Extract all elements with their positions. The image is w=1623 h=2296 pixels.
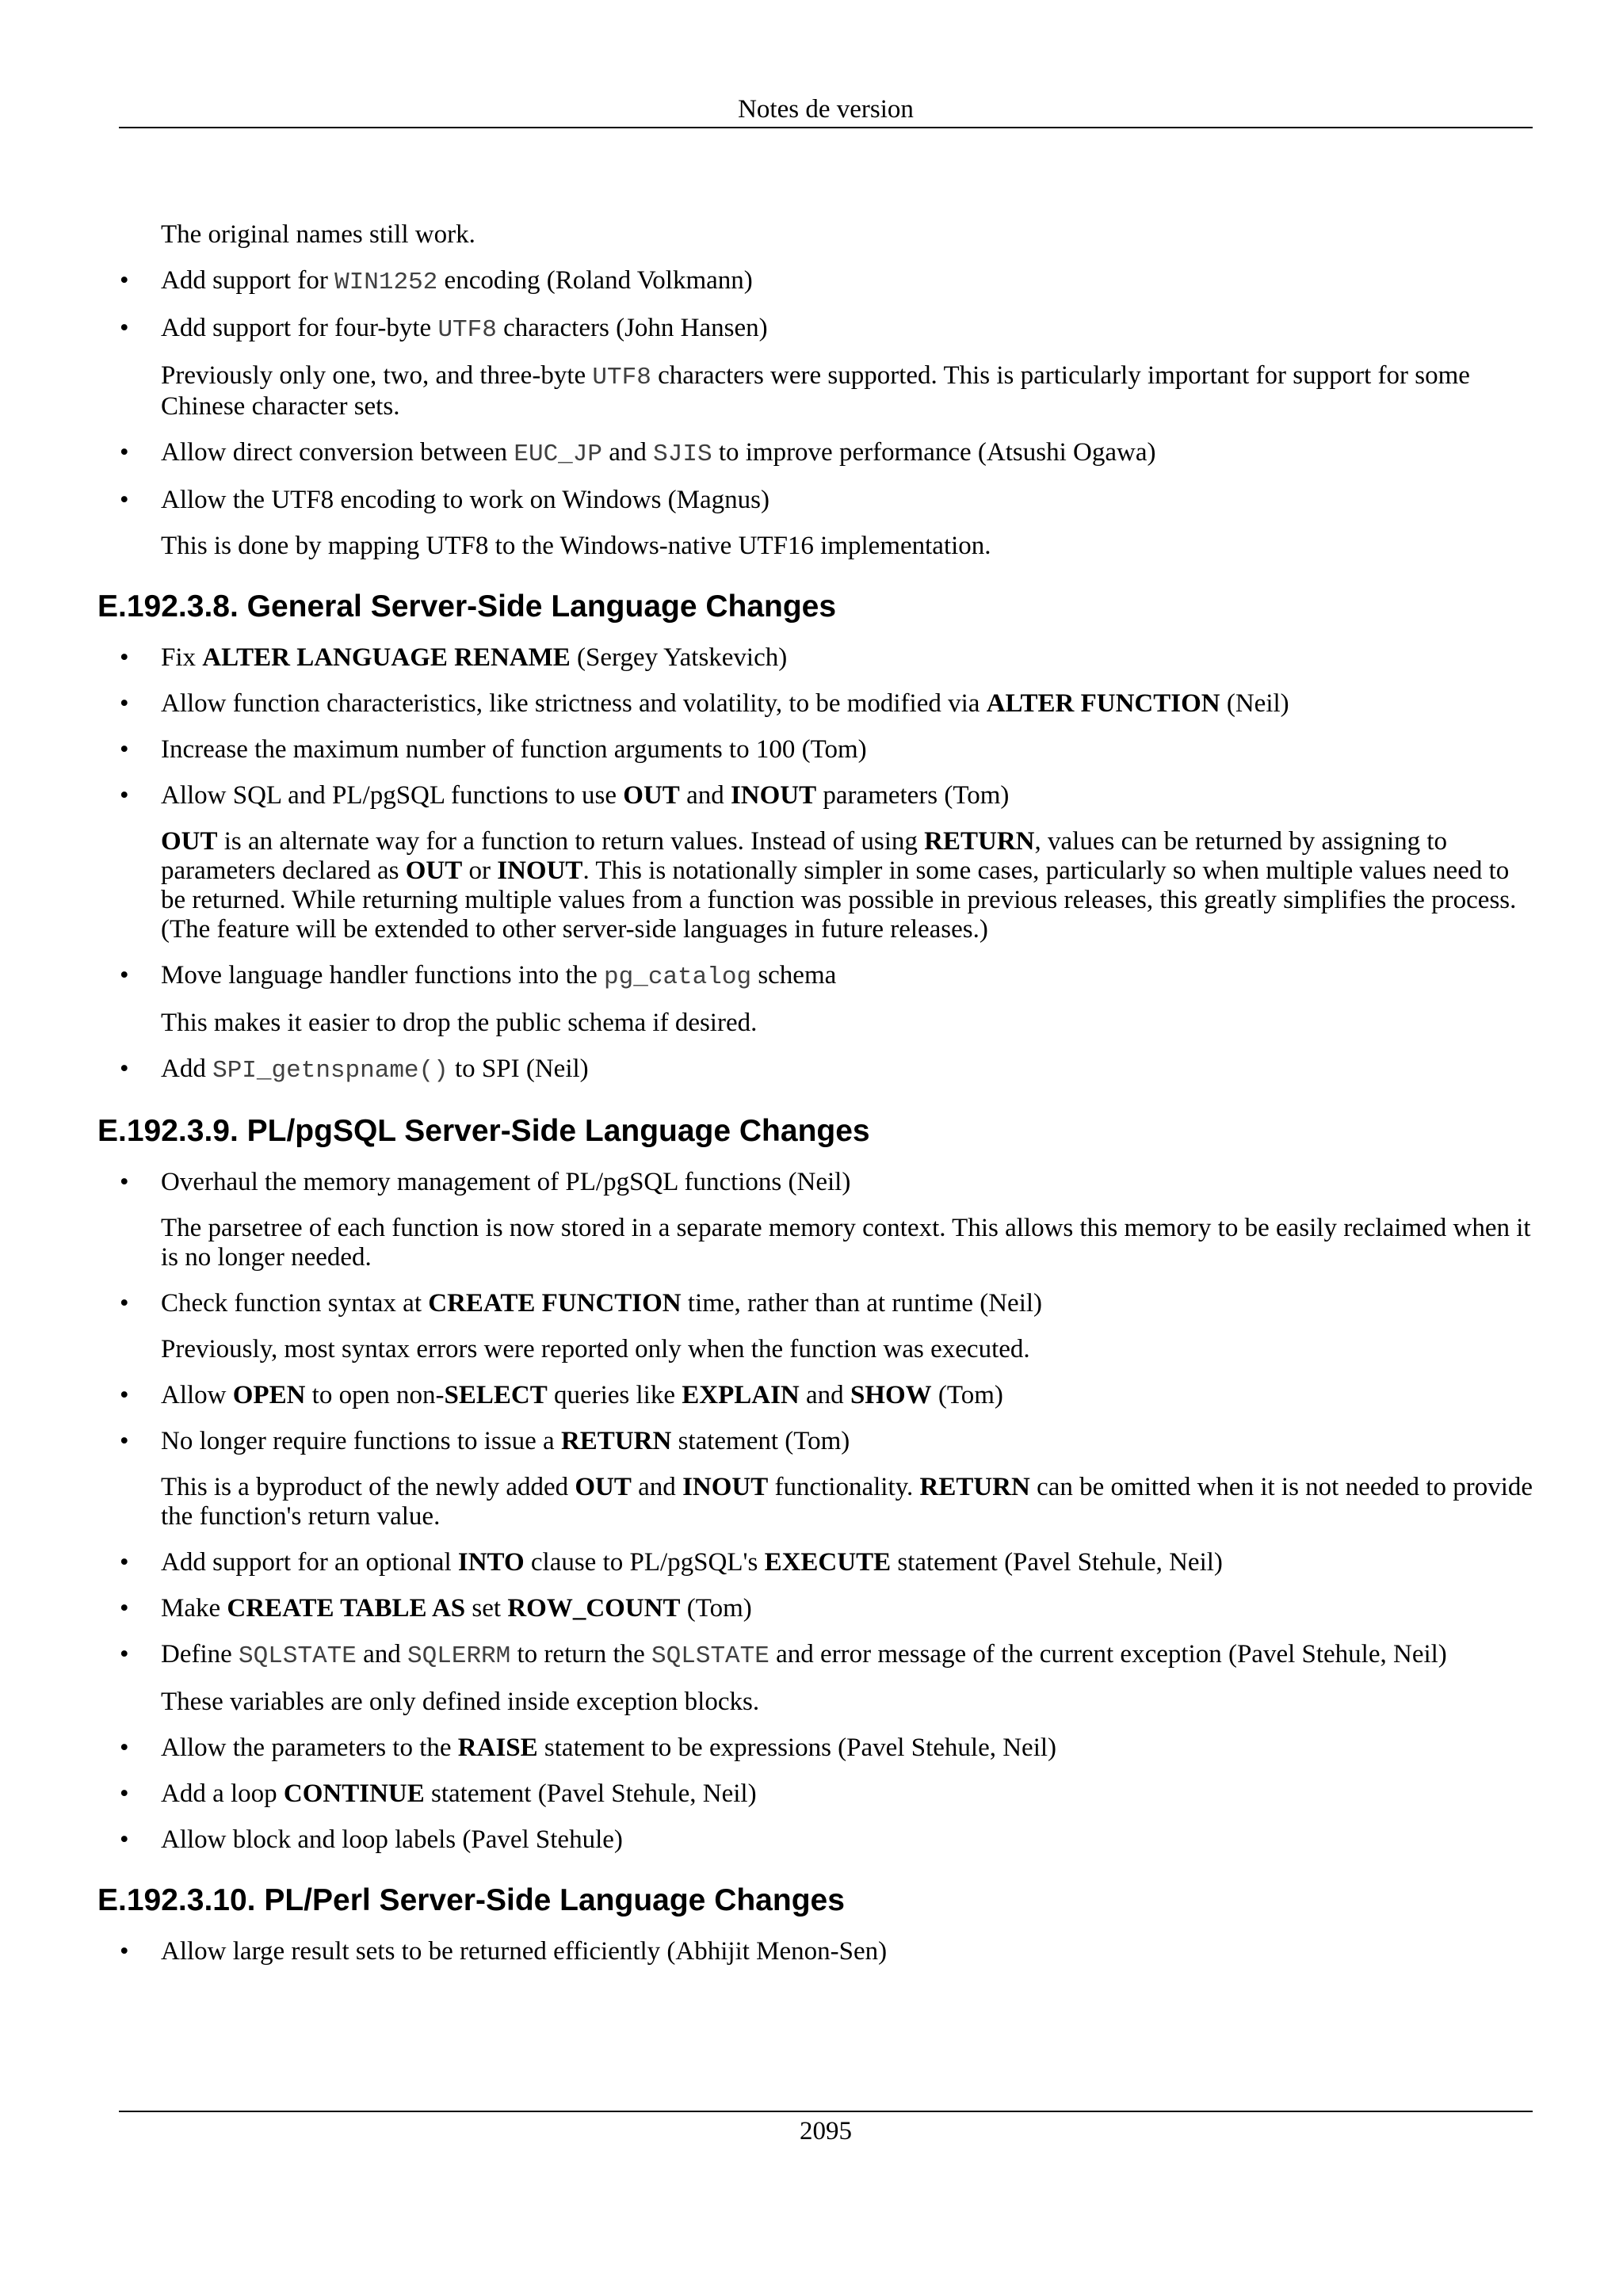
general-server-side-list [97, 643, 1533, 1085]
list-item: • Add support for WIN1252 encoding (Roland Volkmann) [120, 266, 753, 296]
list-item: • Add support for an optional INTO clause to PL/pgSQL's EXECUTE statement (Pavel Stehule, Neil) [120, 1548, 1223, 1577]
list-item: • Allow function characteristics, like strictness and volatility, to be modified via ALTER FUNCTION (Neil) [120, 689, 1289, 718]
bullet: • [120, 1937, 129, 1966]
section-heading-plperl: E.192.3.10. PL/Perl Server-Side Language Changes [97, 1883, 845, 1917]
bullet: • [120, 1594, 129, 1623]
code-term: UTF8 [437, 316, 497, 344]
list-item: • Allow large result sets to be returned efficiently (Abhijit Menon-Sen) [120, 1937, 888, 1966]
section-heading-general-server-side: E.192.3.8. General Server-Side Language Changes [97, 589, 837, 624]
bullet: • [120, 735, 129, 764]
continuation-paragraph: The original names still work. [161, 220, 475, 249]
list-item: • Allow OPEN to open non-SELECT queries like EXPLAIN and SHOW (Tom) [120, 1381, 1003, 1409]
list-item: • Allow SQL and PL/pgSQL functions to use OUT and INOUT parameters (Tom) OUT is an alternate way for a function to return values. Instead of using RETURN, values can be returned by assigning to parameters declared as OUT or INOUT. This is notationally simpler in some cases, particularly so when multiple values need to be returned. While returning multiple values from a function was possible in previous releases, this greatly simplifies the process. (The feature will be extended to other server-side languages in future releases.) [97, 781, 1533, 944]
bullet: • [120, 1548, 129, 1577]
code-term: pg_catalog [604, 963, 752, 991]
section-heading-plpgsql: E.192.3.9. PL/pgSQL Server-Side Language Changes [97, 1114, 870, 1148]
list-item: • Define SQLSTATE and SQLERRM to return the SQLSTATE and error message of the current exception (Pavel Stehule, Neil) These variables are only defined inside exception blocks. [97, 1640, 1533, 1717]
bullet: • [120, 314, 129, 342]
list-item: • Add support for four-byte UTF8 characters (John Hansen) Previously only one, two, and three-byte UTF8 characters were supported. This is particularly important for support for some Chinese character sets. [97, 314, 1533, 421]
item-detail: OUT is an alternate way for a function to return values. Instead of using RETURN, values can be returned by assigning to parameters declared as OUT or INOUT. This is notationally simpler in some cases, particularly so when multiple values need to be returned. While returning multiple values from a function was possible in previous releases, this greatly simplifies the process. (The feature will be extended to other server-side languages in future releases.) [161, 827, 1517, 944]
list-item: • Allow the parameters to the RAISE statement to be expressions (Pavel Stehule, Neil) [120, 1733, 1057, 1762]
code-term: UTF8 [592, 364, 651, 391]
bullet: • [120, 1427, 129, 1455]
plperl-list [97, 1937, 1533, 1966]
bullet: • [120, 1640, 129, 1669]
item-detail: The parsetree of each function is now stored in a separate memory context. This allows this memory to be easily reclaimed when it is no longer needed. [161, 1214, 1531, 1272]
code-term: EUC_JP [514, 441, 602, 468]
header-rule [119, 127, 1533, 128]
item-detail: Previously, most syntax errors were reported only when the function was executed. [161, 1335, 1030, 1363]
list-item: • Fix ALTER LANGUAGE RENAME (Sergey Yatskevich) [120, 643, 788, 672]
list-item: • Overhaul the memory management of PL/pgSQL functions (Neil) The parsetree of each function is now stored in a separate memory context. This allows this memory to be easily reclaimed when it is no longer needed. [97, 1168, 1533, 1272]
code-term: SQLSTATE [239, 1642, 357, 1670]
list-item: • Check function syntax at CREATE FUNCTION time, rather than at runtime (Neil) Previously, most syntax errors were reported only when the function was executed. [97, 1289, 1533, 1364]
bullet: • [120, 1733, 129, 1762]
list-item: • No longer require functions to issue a RETURN statement (Tom) This is a byproduct of the newly added OUT and INOUT functionality. RETURN can be omitted when it is not needed to provide the function's return value. [120, 1427, 1533, 1531]
page-number: 2095 [800, 2117, 852, 2145]
bullet: • [120, 1779, 129, 1808]
bullet: • [120, 1289, 129, 1318]
running-header: Notes de version [738, 95, 914, 124]
code-term: SQLERRM [407, 1642, 511, 1670]
code-term: SJIS [653, 441, 712, 468]
footer-rule [119, 2111, 1533, 2112]
list-item: • Move language handler functions into the pg_catalog schema This makes it easier to drop the public schema if desired. [97, 961, 1533, 1038]
list-item: • Add a loop CONTINUE statement (Pavel Stehule, Neil) [120, 1779, 757, 1808]
bullet: • [120, 689, 129, 718]
list-item: • Increase the maximum number of function arguments to 100 (Tom) [120, 735, 867, 764]
item-detail: This makes it easier to drop the public schema if desired. [161, 1009, 758, 1037]
code-term: SPI_getnspname() [212, 1057, 449, 1085]
bullet: • [120, 1055, 129, 1083]
bullet: • [120, 1381, 129, 1409]
item-detail: These variables are only defined inside exception blocks. [161, 1688, 760, 1716]
list-item: • Allow direct conversion between EUC_JP and SJIS to improve performance (Atsushi Ogawa) [120, 438, 1156, 468]
item-detail: Previously only one, two, and three-byte UTF8 characters were supported. This is particularly important for support for some Chinese character sets. [161, 361, 1470, 421]
item-detail: This is a byproduct of the newly added OUT and INOUT functionality. RETURN can be omitted when it is not needed to provide the function's return value. [161, 1473, 1533, 1531]
bullet: • [120, 643, 129, 672]
list-item: • Allow the UTF8 encoding to work on Windows (Magnus) This is done by mapping UTF8 to the Windows-native UTF16 implementation. [97, 486, 1533, 561]
list-item: • Make CREATE TABLE AS set ROW_COUNT (Tom) [120, 1594, 752, 1623]
encoding-list [97, 266, 1533, 561]
code-term: WIN1252 [334, 269, 438, 296]
list-item: • Allow block and loop labels (Pavel Stehule) [120, 1825, 623, 1854]
bullet: • [120, 1168, 129, 1196]
bullet: • [120, 486, 129, 514]
bullet: • [120, 1825, 129, 1854]
page-content [97, 220, 1533, 1983]
list-item: • Add SPI_getnspname() to SPI (Neil) [120, 1055, 589, 1085]
bullet: • [120, 961, 129, 990]
bullet: • [120, 266, 129, 295]
bullet: • [120, 438, 129, 467]
bullet: • [120, 781, 129, 810]
code-term: SQLSTATE [651, 1642, 769, 1670]
item-detail: This is done by mapping UTF8 to the Windows-native UTF16 implementation. [161, 532, 991, 560]
plpgsql-list [97, 1168, 1533, 1855]
